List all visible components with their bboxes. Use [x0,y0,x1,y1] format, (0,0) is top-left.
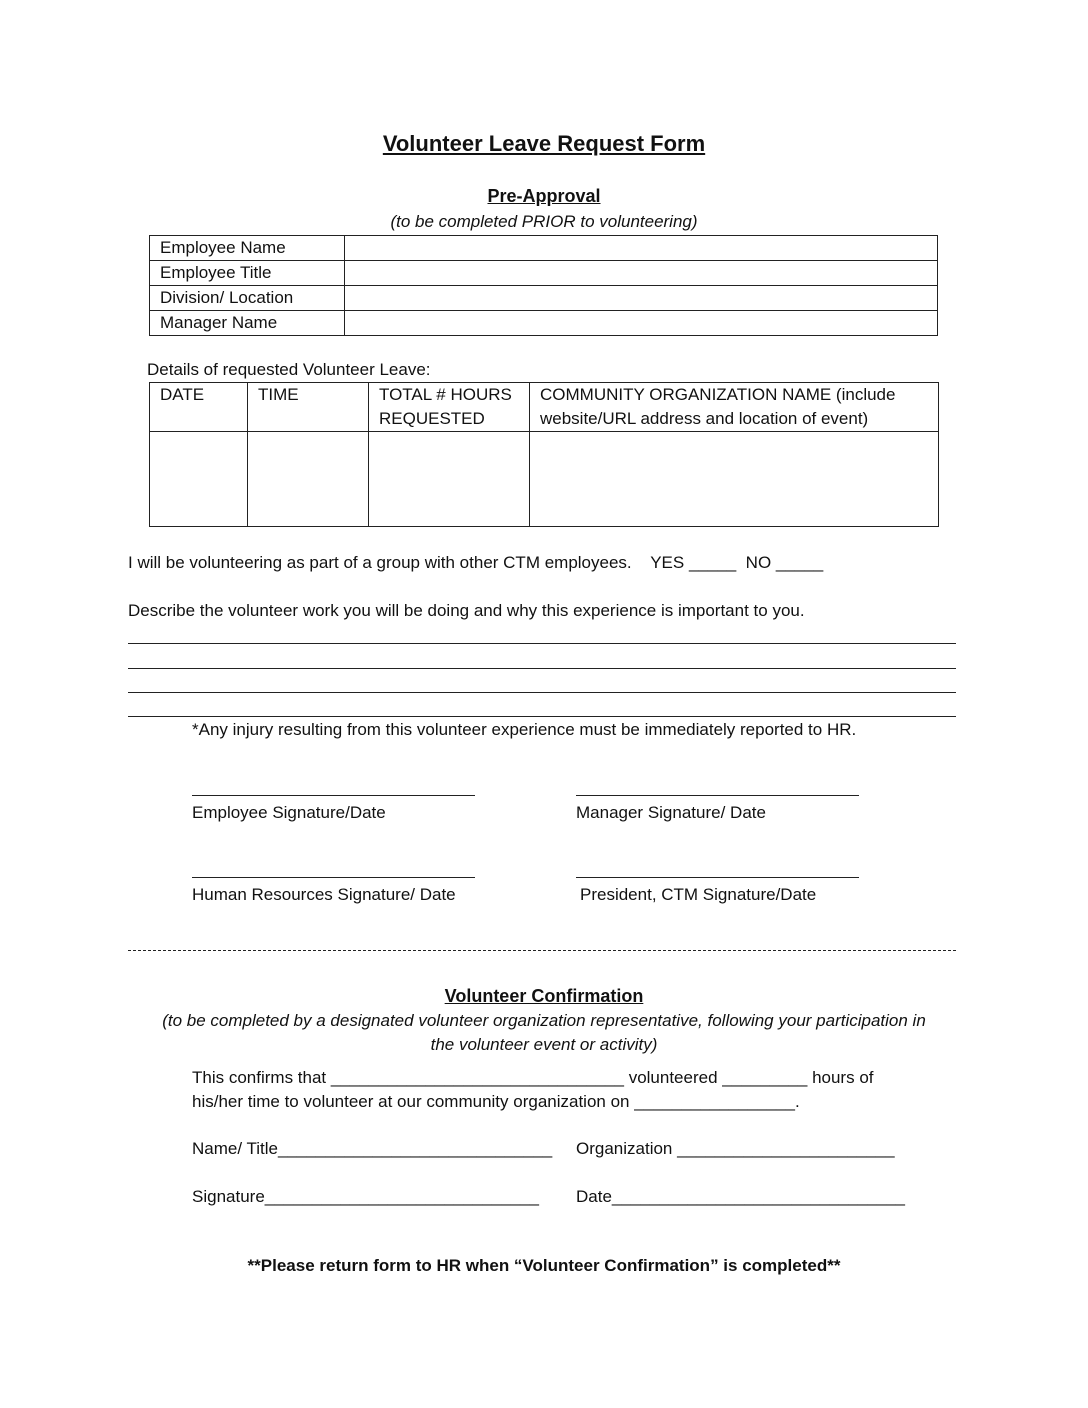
division-location-label: Division/ Location [150,286,345,311]
preapproval-subheading: (to be completed PRIOR to volunteering) [390,212,698,231]
confirmation-line-2: his/her time to volunteer at our community organization on _________________. [192,1092,800,1111]
organization-cell[interactable] [530,432,939,527]
hours-cell[interactable] [369,432,530,527]
injury-note: *Any injury resulting from this volunteer experience must be immediately reported to HR. [192,720,857,739]
manager-name-label: Manager Name [150,311,345,336]
leave-details-table [149,382,939,527]
describe-line-2[interactable] [128,668,956,669]
describe-line-1[interactable] [128,643,956,644]
employee-name-label: Employee Name [150,236,345,261]
employee-title-label: Employee Title [150,261,345,286]
confirmation-date-field[interactable]: Date_______________________________ [576,1187,906,1206]
confirmation-line-1: This confirms that _______________________________ volunteered _________ hours of [192,1068,874,1087]
describe-line-4[interactable] [128,716,956,717]
president-signature-label: President, CTM Signature/Date [580,885,817,904]
page-title: Volunteer Leave Request Form [382,131,706,156]
employee-info-table [149,235,938,336]
division-location-field[interactable] [345,286,938,311]
date-cell[interactable] [150,432,248,527]
hours-header: TOTAL # HOURS REQUESTED [369,383,530,432]
preapproval-heading: Pre-Approval [487,186,601,206]
dashed-separator [128,950,956,951]
organization-header: COMMUNITY ORGANIZATION NAME (include website/URL address and location of event) [530,383,939,432]
time-cell[interactable] [248,432,369,527]
name-title-field[interactable]: Name/ Title_____________________________ [192,1139,553,1158]
manager-signature-label: Manager Signature/ Date [576,803,766,822]
employee-signature-label: Employee Signature/Date [192,803,386,822]
describe-prompt: Describe the volunteer work you will be doing and why this experience is important to you. [128,601,805,620]
confirmation-signature-field[interactable]: Signature_____________________________ [192,1187,539,1206]
manager-name-field[interactable] [345,311,938,336]
group-question: I will be volunteering as part of a group with other CTM employees. YES _____ NO _____ [128,553,824,572]
describe-line-3[interactable] [128,692,956,693]
time-header: TIME [248,383,369,432]
employee-name-field[interactable] [345,236,938,261]
manager-signature-line[interactable] [576,795,859,796]
footer-note: **Please return form to HR when “Volunteer Confirmation” is completed** [247,1256,841,1275]
employee-signature-line[interactable] [192,795,475,796]
confirmation-heading: Volunteer Confirmation [444,986,644,1006]
hr-signature-line[interactable] [192,877,475,878]
date-header: DATE [150,383,248,432]
president-signature-line[interactable] [576,877,859,878]
confirmation-subheading-1: (to be completed by a designated volunteer organization representative, following your participation in [162,1011,926,1030]
hr-signature-label: Human Resources Signature/ Date [192,885,456,904]
employee-title-field[interactable] [345,261,938,286]
details-label: Details of requested Volunteer Leave: [147,360,431,379]
organization-field[interactable]: Organization _______________________ [576,1139,895,1158]
confirmation-subheading-2: the volunteer event or activity) [430,1035,658,1054]
